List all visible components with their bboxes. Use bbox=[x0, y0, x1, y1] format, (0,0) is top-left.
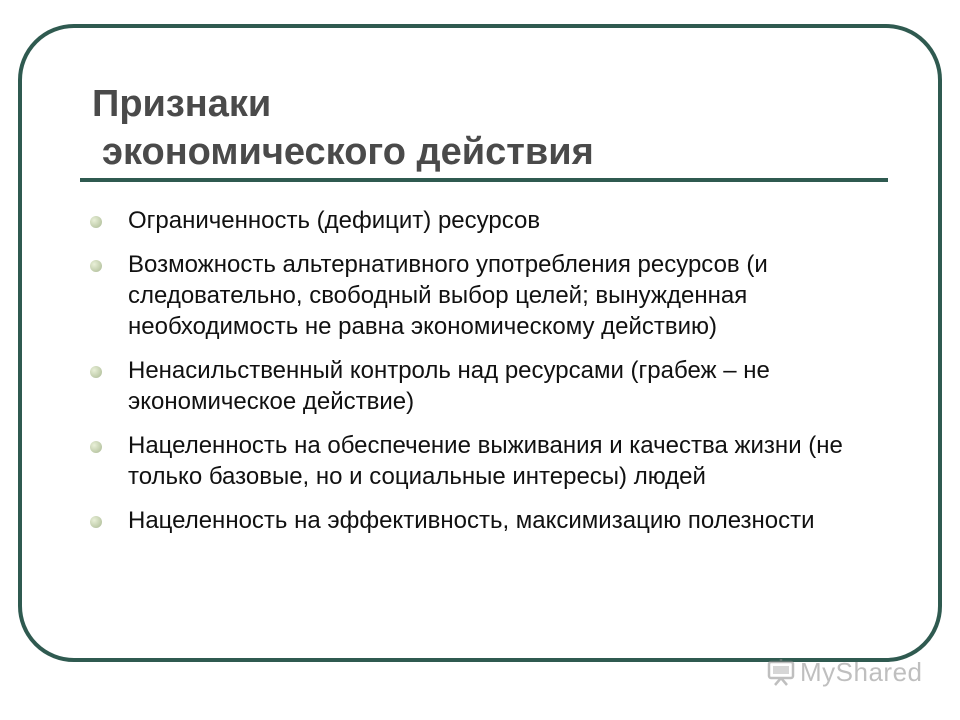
list-item bbox=[88, 355, 888, 417]
watermark-text: MyShared bbox=[800, 656, 923, 687]
bullet-text: Возможность альтернативного употребления ресурсов (и следовательно, свободный выбор целей; вынужденная необходимость не равна экономическому действию) bbox=[128, 251, 768, 340]
list-item bbox=[88, 505, 888, 536]
list-item bbox=[88, 205, 888, 236]
presentation-board-icon bbox=[766, 657, 796, 687]
title-line-2: экономического действия bbox=[102, 131, 594, 173]
title-divider bbox=[80, 178, 888, 182]
bullet-icon bbox=[90, 366, 102, 378]
bullet-icon bbox=[90, 441, 102, 453]
bullet-icon bbox=[90, 216, 102, 228]
bullet-list bbox=[88, 205, 888, 549]
bullet-icon bbox=[90, 516, 102, 528]
bullet-text: Ограниченность (дефицит) ресурсов bbox=[128, 207, 541, 234]
title-line-1: Признаки bbox=[92, 83, 272, 125]
bullet-text: Ненасильственный контроль над ресурсами (грабеж – не экономическое действие) bbox=[128, 357, 770, 415]
bullet-text: Нацеленность на эффективность, максимизацию полезности bbox=[128, 507, 815, 534]
bullet-icon bbox=[90, 260, 102, 272]
list-item bbox=[88, 249, 888, 342]
watermark-logo bbox=[766, 652, 923, 692]
bullet-text: Нацеленность на обеспечение выживания и качества жизни (не только базовые, но и социальные интересы) людей bbox=[128, 432, 843, 490]
list-item bbox=[88, 430, 888, 492]
slide-title bbox=[92, 80, 594, 176]
